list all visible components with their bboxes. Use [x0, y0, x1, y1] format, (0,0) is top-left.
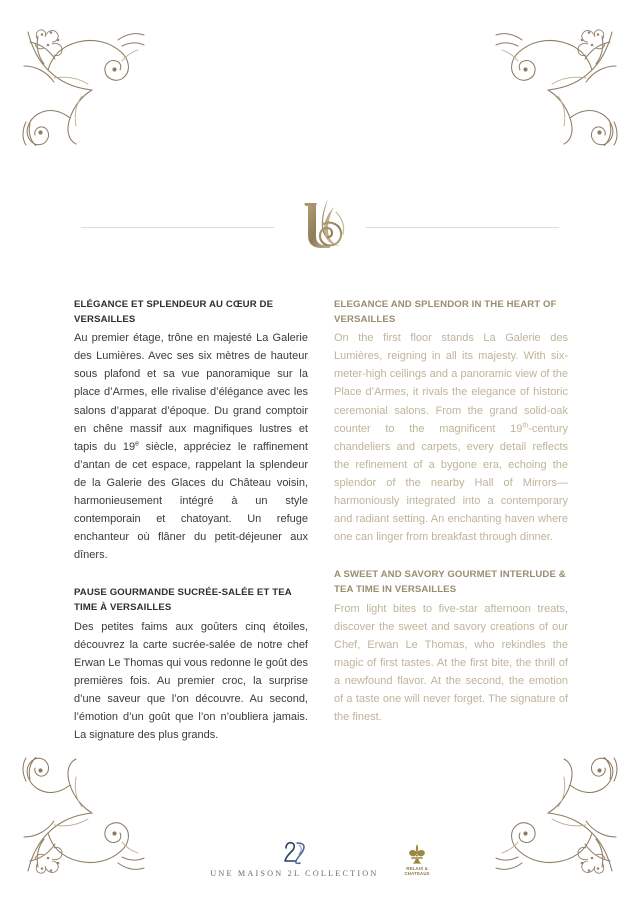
- section-heading: ELEGANCE AND SPLENDOR IN THE HEART OF VERSAILLES: [334, 299, 557, 325]
- divider-rule-left: [81, 227, 274, 228]
- maison-2l-collection-logo: [210, 840, 378, 878]
- section-heading: ELÉGANCE ET SPLENDEUR AU CŒUR DE VERSAILLES: [74, 299, 274, 325]
- section-heading: PAUSE GOURMANDE SUCRÉE-SALÉE ET TEA TIME À VERSAILLES: [74, 587, 292, 613]
- fleur-de-lis-icon: [407, 843, 427, 865]
- corner-ornament-top-right: [494, 26, 622, 146]
- section-body: Au premier étage, trône en majesté La Galerie des Lumières. Avec ses six mètres de hauteur sous plafond et sa vue panoramique sur la place d’Armes, elle rivalise d’élégance avec les salons d’apparat d’époque. Du grand comptoir en chêne massif aux magnifiques lustres et tapis du 19e siècle, appréciez le raffinement d’antan de cet espace, rappelant la splendeur de la Galerie des Glaces du Château voisin, harmonieusement intégré à un style contemporain et chatoyant. Un refuge enchanteur où flâner du petit-déjeuner aux dîners.: [74, 332, 308, 562]
- column-french: [74, 298, 308, 744]
- 2l-script-monogram-icon: [279, 840, 309, 866]
- footer: [0, 840, 640, 878]
- column-english: [334, 298, 568, 744]
- relais-line-2: CHATEAUX: [404, 870, 430, 876]
- corner-ornament-top-left: [18, 26, 146, 146]
- section-body: Des petites faims aux goûters cinq étoiles, découvrez la carte sucrée-salée de notre chef Erwan Le Thomas qui vous redonne le goût des premières fois. Au premier croc, la surprise d’une saveur que l’on découvre. Au second, l’émotion d’un goût que l’on n’oubliera jamais. La signature des plus grands.: [74, 620, 308, 742]
- header-monogram-divider: [0, 196, 640, 258]
- section-tea-time-fr: [74, 586, 308, 744]
- section-elegance-en: [334, 298, 568, 546]
- divider-rule-right: [366, 227, 559, 228]
- section-elegance-fr: [74, 298, 308, 564]
- section-tea-time-en: [334, 568, 568, 726]
- maison-caption: UNE MAISON 2L COLLECTION: [210, 869, 379, 878]
- section-body: On the first floor stands La Galerie des Lumières, reigning in all its majesty. With six-meter-high ceilings and a panoramic view of the Place d’Armes, it rivals the elegance of historic ceremonial salons. From the grand solid-oak counter to the magnificent 19th-century chandeliers and carpets, every detail reflects the refinement of a bygone era, echoing the splendor of the nearby Hall of Mirrors—harmoniously integrated into a contemporary and radiant setting. An enchanting haven where one can linger from breakfast through dinner.: [334, 332, 568, 544]
- bilingual-content: [74, 298, 568, 744]
- relais-line-1: RELAIS &: [406, 865, 428, 871]
- section-body: From light bites to five-star afternoon treats, discover the sweet and savory creations of our Chef, Erwan Le Thomas, who rekindles the magic of first tastes. At the first bite, the thrill of a newfound flavor. At the second, the emotion of a taste one will never forget. The signature of the finest.: [334, 602, 568, 724]
- l-and-leaf-monogram-icon: [292, 194, 348, 256]
- section-heading: A SWEET AND SAVORY GOURMET INTERLUDE & TEA TIME IN VERSAILLES: [334, 569, 566, 595]
- relais-chateaux-logo: [404, 843, 429, 878]
